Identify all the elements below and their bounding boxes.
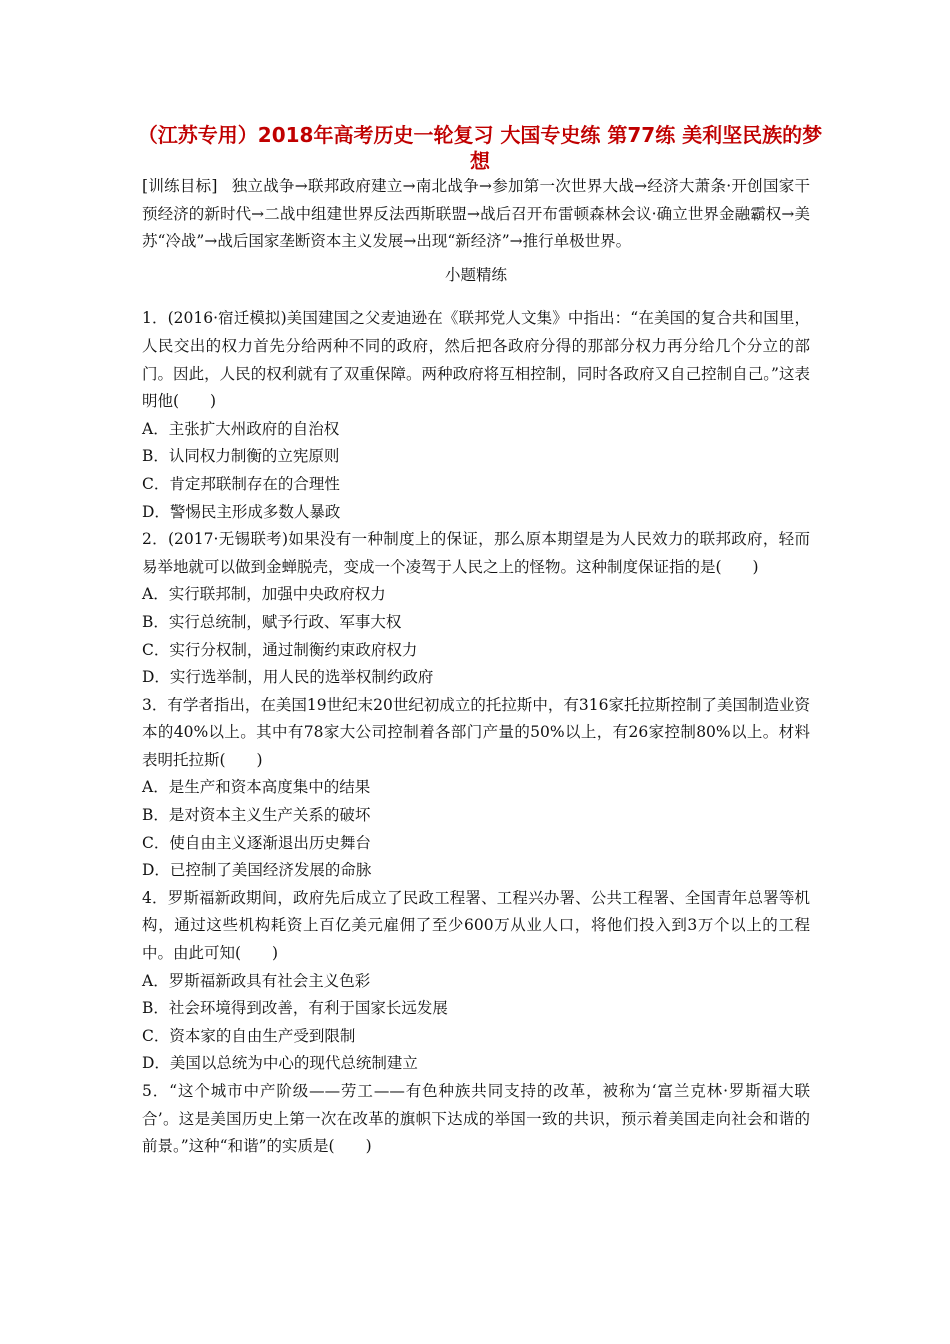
document-title: （江苏专用）2018年高考历史一轮复习 大国专史练 第77练 美利坚民族的梦想 xyxy=(137,123,823,173)
option-a: A．是生产和资本高度集中的结果 xyxy=(142,778,371,797)
option-a: A．主张扩大州政府的自治权 xyxy=(142,419,340,438)
option-d: D．美国以总统为中心的现代总统制建立 xyxy=(142,1054,418,1073)
option-a: A．实行联邦制，加强中央政府权力 xyxy=(142,585,386,604)
question-3 xyxy=(142,692,810,885)
training-target-text: 独立战争→联邦政府建立→南北战争→参加第一次世界大战→经济大萧条·开创国家干预经济的新时代→二战中组建世界反法西斯联盟→战后召开布雷顿森林会议·确立世界金融霸权→美苏“冷战”→战后国家垄断资本主义发展→出现“新经济”→推行单极世界。 xyxy=(142,177,810,251)
question-5 xyxy=(142,1078,810,1161)
question-stem: 1．(2016·宿迁模拟)美国建国之父麦迪逊在《联邦党人文集》中指出：“在美国的复合共和国里，人民交出的权力首先分给两种不同的政府，然后把各政府分得的那部分权力再分给几个分立的部门。因此，人民的权利就有了双重保障。两种政府将互相控制，同时各政府又自己控制自己。”这表明他( ) xyxy=(142,309,810,411)
option-b: B．认同权力制衡的立宪原则 xyxy=(142,447,340,466)
question-2 xyxy=(142,526,810,692)
option-b: B．实行总统制，赋予行政、军事大权 xyxy=(142,612,402,631)
section-title: 小题精练 xyxy=(444,265,507,284)
option-c: C．资本家的自由生产受到限制 xyxy=(142,1026,356,1045)
option-b: B．社会环境得到改善，有利于国家长远发展 xyxy=(142,999,448,1018)
option-a: A．罗斯福新政具有社会主义色彩 xyxy=(142,971,371,990)
option-c: C．使自由主义逐渐退出历史舞台 xyxy=(142,833,371,852)
option-d: D．已控制了美国经济发展的命脉 xyxy=(142,861,372,880)
option-c: C．肯定邦联制存在的合理性 xyxy=(142,474,340,493)
question-stem: 5．“这个城市中产阶级——劳工——有色种族共同支持的改革，被称为‘富兰克林·罗斯福大联合’。这是美国历史上第一次在改革的旗帜下达成的举国一致的共识，预示着美国走向社会和谐的前景。”这种“和谐”的实质是( ) xyxy=(142,1082,810,1156)
question-4 xyxy=(142,885,810,1078)
question-stem: 2．(2017·无锡联考)如果没有一种制度上的保证，那么原本期望是为人民效力的联邦政府，轻而易举地就可以做到金蝉脱壳，变成一个凌驾于人民之上的怪物。这种制度保证指的是( ) xyxy=(142,530,810,576)
question-stem: 4．罗斯福新政期间，政府先后成立了民政工程署、工程兴办署、公共工程署、全国青年总署等机构，通过这些机构耗资上百亿美元雇佣了至少600万从业人口，将他们投入到3万个以上的工程中。由此可知( ) xyxy=(142,888,810,963)
training-target-label: [训练目标] xyxy=(142,177,218,195)
question-1 xyxy=(142,305,810,526)
option-d: D．实行选举制，用人民的选举权制约政府 xyxy=(142,668,434,687)
question-stem: 3．有学者指出，在美国19世纪末20世纪初成立的托拉斯中，有316家托拉斯控制了美国制造业资本的40%以上。其中有78家大公司控制着各部门产量的50%以上，有26家控制80%以上。材料表明托拉斯( ) xyxy=(142,695,810,769)
option-c: C．实行分权制，通过制衡约束政府权力 xyxy=(142,640,418,659)
option-b: B．是对资本主义生产关系的破坏 xyxy=(142,806,371,825)
document-content xyxy=(142,173,810,1161)
training-target xyxy=(142,173,810,256)
option-d: D．警惕民主形成多数人暴政 xyxy=(142,502,341,521)
